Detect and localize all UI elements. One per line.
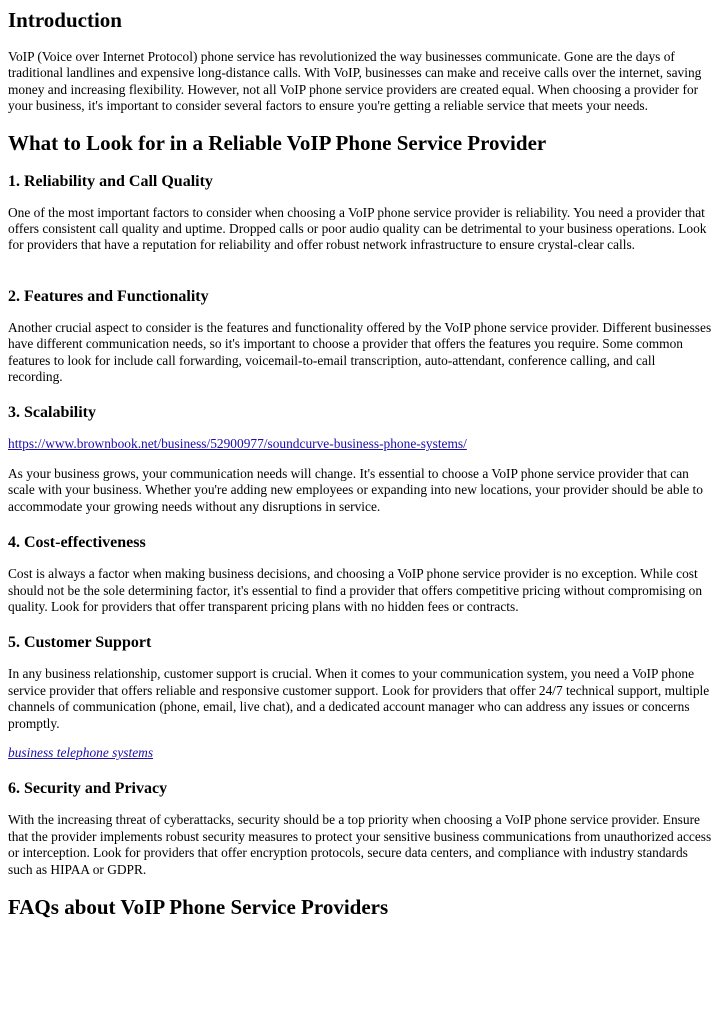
business-telephone-link[interactable]: business telephone systems <box>8 744 154 760</box>
intro-heading: Introduction <box>8 8 122 32</box>
scalability-heading: 3. Scalability <box>8 404 97 422</box>
intro-paragraph: VoIP (Voice over Internet Protocol) phone service has revolutionized the way businesses communicate. Gone are the days of traditional landlines and expensive long-distance calls. With VoIP, businesses can make and receive calls over the internet, saving money and increasing flexibility. However, not all VoIP phone service providers are created equal. When choosing a provider for your business, it's important to consider several factors to ensure you're getting a reliable service that meets your needs. <box>8 49 702 114</box>
reliability-paragraph: One of the most important factors to consider when choosing a VoIP phone service provider is reliability. You need a provider that offers consistent call quality and uptime. Dropped calls or poor audio quality can be detrimental to your business operations. Look for providers that have a reputation for reliability and offer robust network infrastructure to ensure crystal-clear calls. <box>8 204 707 253</box>
scalability-paragraph: As your business grows, your communication needs will change. It's essential to choose a VoIP phone service provider that can scale with your business. Whether you're adding new employees or expanding into new locations, your provider should be able to accommodate your growing needs without any disruptions in service. <box>8 465 703 514</box>
reliability-heading: 1. Reliability and Call Quality <box>8 172 213 190</box>
security-paragraph: With the increasing threat of cyberattacks, security should be a top priority when choosing a VoIP phone service provider. Ensure that the provider implements robust security measures to protect your sensitive business communications from unauthorized access or interception. Look for providers that offer encryption protocols, secure data centers, and compliance with industry standards such as HIPAA or GDPR. <box>8 812 712 877</box>
support-heading: 5. Customer Support <box>8 634 152 652</box>
faqs-heading: FAQs about VoIP Phone Service Providers <box>8 894 389 919</box>
features-heading: 2. Features and Functionality <box>8 287 209 305</box>
cost-paragraph: Cost is always a factor when making business decisions, and choosing a VoIP phone service provider is no exception. While cost should not be the sole determining factor, it's essential to find a provider that offers competitive pricing without compromising on quality. Look for providers that offer transparent pricing plans with no hidden fees or contracts. <box>8 566 703 614</box>
brownbook-link-container <box>8 436 712 452</box>
support-paragraph: In any business relationship, customer support is crucial. When it comes to your communication system, you need a VoIP phone service provider that offers reliable and responsive customer support. Look for providers that offer 24/7 technical support, multiple channels of communication (phone, email, live chat), and a dedicated account manager who can address any issues or concerns promptly. <box>8 666 710 731</box>
business-telephone-link-container <box>8 745 712 761</box>
cost-heading: 4. Cost-effectiveness <box>8 534 146 552</box>
features-paragraph: Another crucial aspect to consider is the features and functionality offered by the VoIP phone service provider. Different businesses have different communication needs, so it's important to choose a provider that offers the features you require. Some common features to look for include call forwarding, voicemail-to-email transcription, auto-attendant, conference calling, and call recording. <box>8 319 712 385</box>
security-heading: 6. Security and Privacy <box>8 780 168 798</box>
brownbook-link[interactable]: https://www.brownbook.net/business/52900977/soundcurve-business-phone-systems/ <box>8 436 467 452</box>
look-for-heading: What to Look for in a Reliable VoIP Phone Service Provider <box>8 130 547 155</box>
